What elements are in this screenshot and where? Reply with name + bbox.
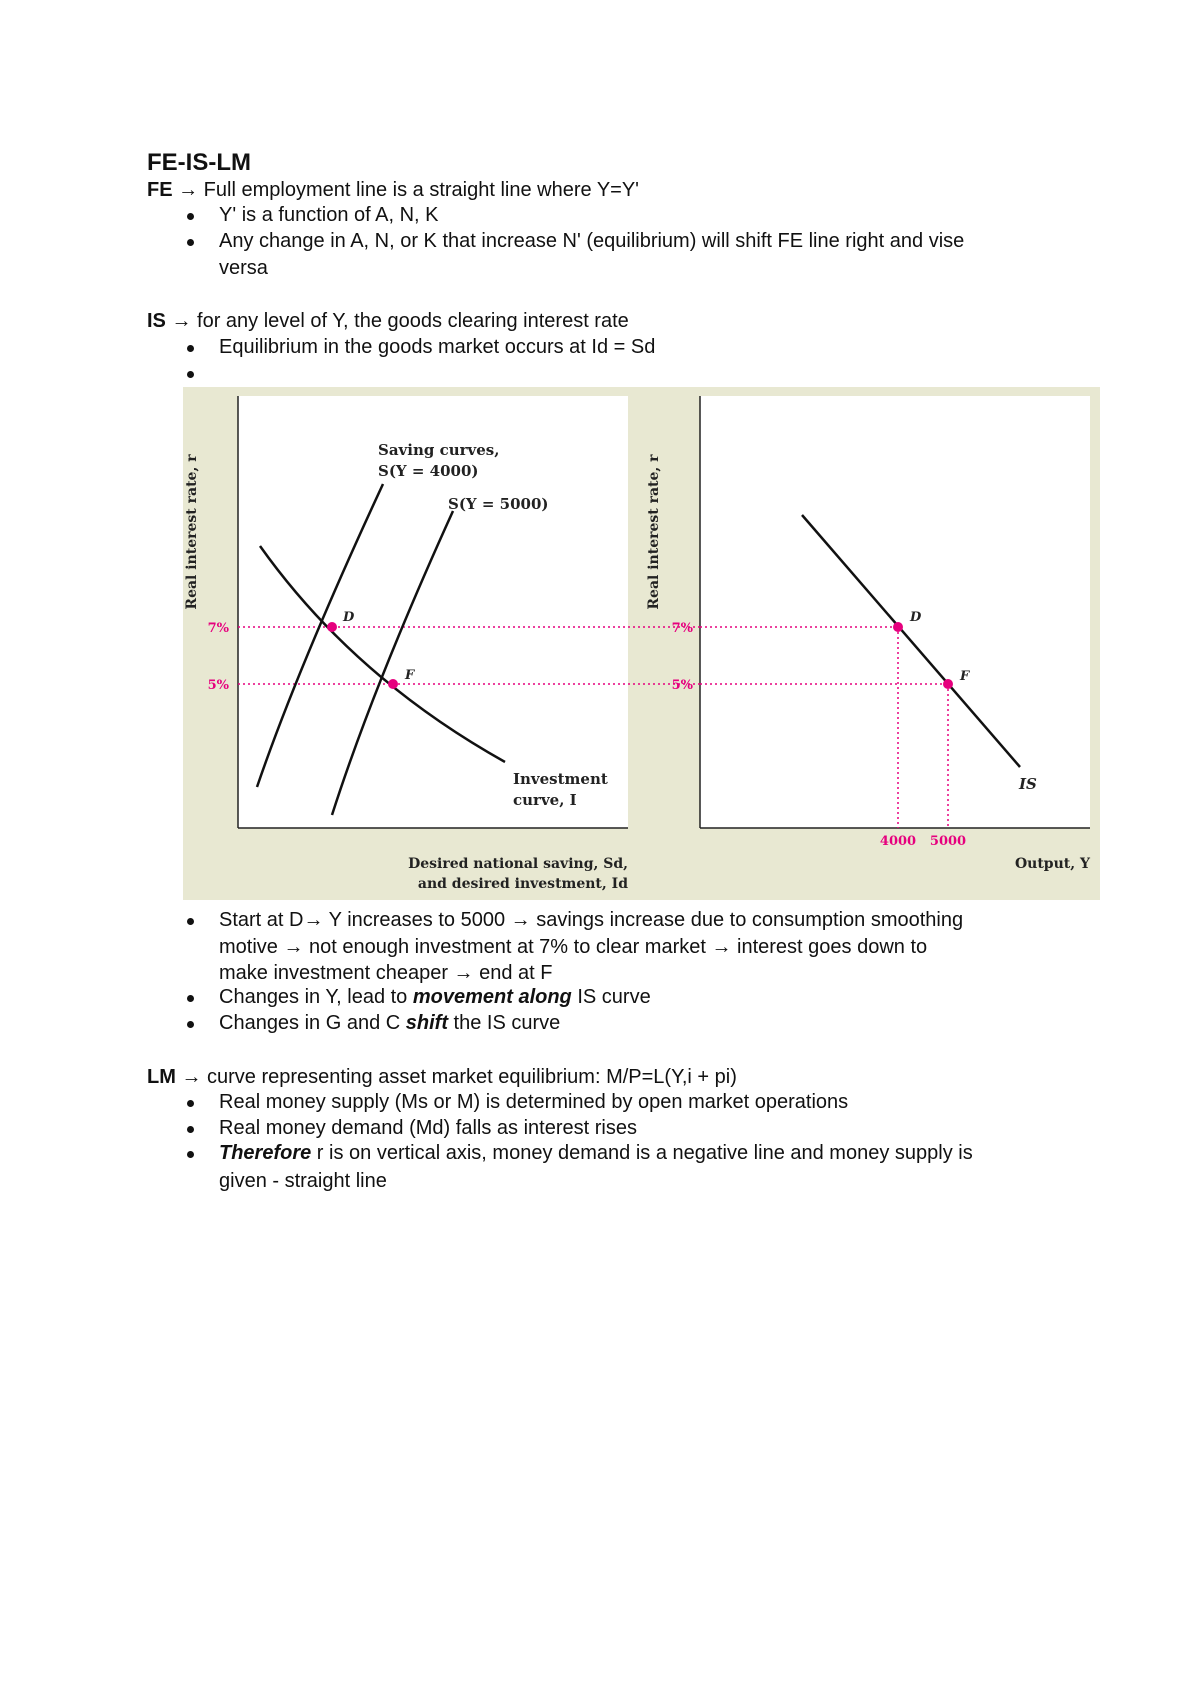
saving-curve-5000-label: S(Y = 5000) (448, 495, 549, 513)
list-item-continuation: given - straight line (219, 1170, 387, 1192)
point-f-left-label: F (405, 668, 415, 683)
list-item (185, 1011, 651, 1037)
right-x-axis-label: Output, Y (1014, 856, 1090, 872)
right-tick-7: 7% (671, 621, 693, 636)
saving-curve-4000-label: S(Y = 4000) (378, 462, 479, 480)
list-item: Y' is a function of A, N, K (185, 203, 964, 229)
list-item-text: IS curve (571, 986, 651, 1008)
list-item: Any change in A, N, or K that increase N' (equilibrium) will shift FE line right and vise (185, 229, 964, 255)
is-explanation-list (185, 908, 963, 934)
left-tick-7: 7% (207, 621, 229, 636)
is-label: IS (147, 310, 166, 332)
fe-label: FE (147, 179, 173, 201)
saving-curves-label: Saving curves, (378, 441, 500, 459)
list-item: Equilibrium in the goods market occurs at Id = Sd (185, 335, 655, 361)
fe-bullet-list (185, 203, 964, 254)
fe-text: → Full employment line is a straight line where Y=Y' (178, 179, 640, 201)
point-f-left (388, 679, 398, 689)
list-item: Real money supply (Ms or M) is determined by open market operations (185, 1090, 973, 1116)
is-curve-diagram (183, 387, 1100, 900)
list-item-text: Changes in Y, lead to (219, 986, 413, 1008)
is-heading (147, 308, 629, 334)
right-tick-5: 5% (671, 678, 693, 693)
list-item-text: r is on vertical axis, money demand is a negative line and money supply is (311, 1142, 973, 1164)
page-title: FE-IS-LM (147, 149, 251, 176)
list-item-empty (185, 361, 655, 386)
investment-label-1: Investment (513, 770, 608, 788)
right-plot-area (700, 396, 1090, 828)
list-item (185, 985, 651, 1011)
point-d-left (327, 622, 337, 632)
list-item-text: Changes in G and C (219, 1011, 406, 1034)
point-d-right (893, 622, 903, 632)
left-x-axis-label-2: and desired investment, Id (417, 876, 628, 892)
is-text: → for any level of Y, the goods clearing interest rate (171, 310, 629, 332)
list-item: Real money demand (Md) falls as interest rises (185, 1116, 973, 1142)
is-curve-figure (183, 387, 1100, 900)
list-item-text: the IS curve (448, 1011, 561, 1034)
emphasis-text: movement along (412, 986, 572, 1008)
right-tick-5000: 5000 (929, 834, 967, 849)
list-item-continuation: motive → not enough investment at 7% to clear market → interest goes down to (219, 936, 928, 958)
is-curve-label: IS (1019, 775, 1037, 793)
left-x-axis-label-1: Desired national saving, Sd, (408, 856, 628, 872)
lm-text: → curve representing asset market equilibrium: M/P=L(Y,i + pi) (181, 1066, 737, 1088)
is-changes-list (185, 985, 651, 1036)
right-y-axis-label: Real interest rate, r (646, 454, 662, 610)
left-y-axis-label: Real interest rate, r (184, 454, 200, 610)
left-plot-area (238, 396, 628, 828)
lm-heading (147, 1064, 737, 1090)
point-f-right (943, 679, 953, 689)
list-item-continuation: make investment cheaper → end at F (219, 962, 553, 984)
left-tick-5: 5% (207, 678, 229, 693)
is-bullet-list (185, 335, 655, 386)
point-d-right-label: D (910, 610, 922, 625)
list-item (185, 1141, 973, 1167)
lm-label: LM (147, 1066, 176, 1088)
point-d-left-label: D (343, 610, 355, 625)
lm-bullet-list (185, 1090, 973, 1167)
list-item: Start at D→ Y increases to 5000 → savings increase due to consumption smoothing (185, 908, 963, 934)
list-item-continuation: versa (219, 257, 268, 279)
point-f-right-label: F (960, 669, 970, 684)
emphasis-text: shift (405, 1011, 448, 1034)
emphasis-text: Therefore (219, 1142, 312, 1164)
right-tick-4000: 4000 (879, 834, 917, 849)
investment-label-2: curve, I (513, 791, 577, 809)
fe-heading (147, 177, 639, 203)
